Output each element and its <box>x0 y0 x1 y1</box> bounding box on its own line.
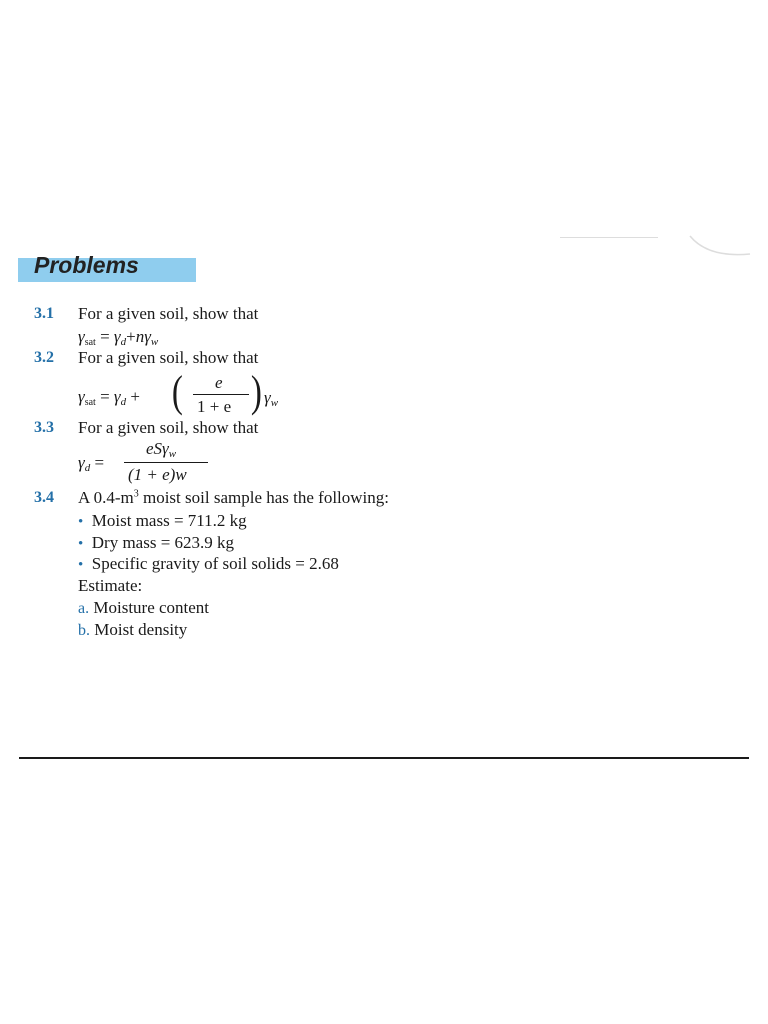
list-item: b. Moist density <box>78 620 188 639</box>
list-item: • Moist mass = 711.2 kg <box>78 511 247 530</box>
divider <box>19 757 749 759</box>
problem-text: A $0.4-m^3$ moist soil sample has the following: <box>78 488 389 507</box>
problem-number: 3.4 <box>34 489 54 506</box>
problem-number: 3.2 <box>34 349 54 366</box>
bullet-icon: • <box>78 557 84 573</box>
problem-number: 3.3 <box>34 419 54 436</box>
list-item: • Dry mass = 623.9 kg <box>78 533 235 552</box>
fraction-numerator: eSγw <box>146 439 177 460</box>
right-paren: ) <box>250 367 262 416</box>
fraction-line <box>193 394 249 395</box>
fraction-denominator: 1 + e <box>197 397 232 416</box>
equation-3-2-lhs: $\gamma_{sat} = \gamma d$ + <box>78 387 140 408</box>
bullet-icon: • <box>78 536 84 552</box>
equation-3-2-rhs: γw <box>264 388 279 409</box>
problem-text: For a given soil, show that <box>78 304 259 323</box>
faint-corner-curve <box>688 232 758 262</box>
fraction-line <box>124 462 208 463</box>
page-title: Problems <box>34 252 139 278</box>
estimate-label: Estimate: <box>78 576 143 595</box>
problem-number: 3.1 <box>34 305 54 322</box>
problem-text: For a given soil, show that <box>78 348 259 367</box>
equation-3-3-lhs: γd = <box>78 453 105 474</box>
faint-corner-line <box>560 237 658 238</box>
bullet-icon: • <box>78 514 84 530</box>
list-item: • Specific gravity of soil solids = 2.68 <box>78 554 339 573</box>
fraction-denominator: (1 + e)w <box>128 465 187 484</box>
equation-3-1: $\gamma_{sat} = \gamma d+n\gamma w$ <box>78 327 159 348</box>
left-paren: ( <box>171 367 183 416</box>
list-item: a. Moisture content <box>78 598 210 617</box>
problem-text: For a given soil, show that <box>78 418 259 437</box>
fraction-numerator: e <box>215 373 223 392</box>
